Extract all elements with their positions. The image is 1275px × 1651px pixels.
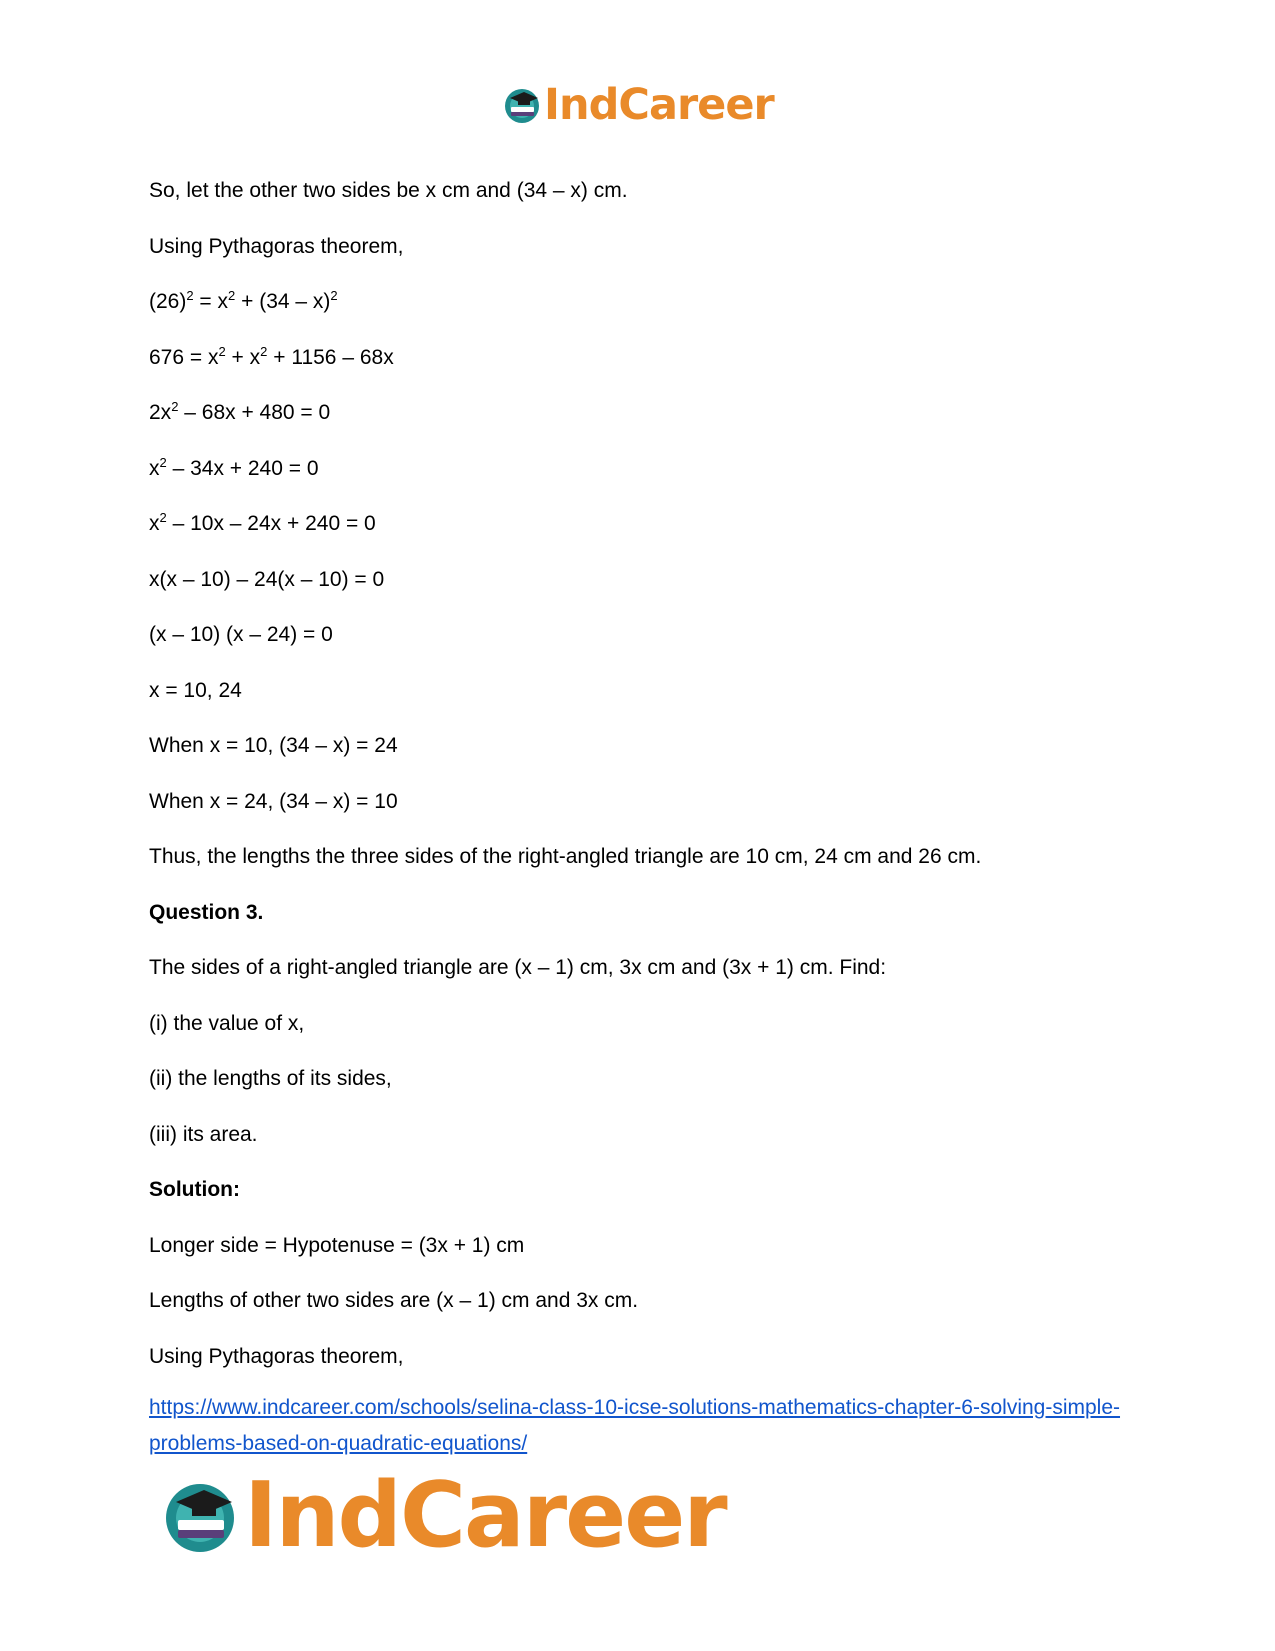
text-line: Thus, the lengths the three sides of the right-angled triangle are 10 cm, 24 cm and 26 cm. (149, 845, 982, 868)
text-line: Lengths of other two sides are (x – 1) cm and 3x cm. (149, 1289, 639, 1312)
text-line: Using Pythagoras theorem, (149, 234, 404, 258)
equation-line: (x – 10) (x – 24) = 0 (149, 623, 333, 646)
equation-line: $x^2 - 34x + 240 = 0$ (149, 454, 319, 480)
equation-line: x(x – 10) – 24(x – 10) = 0 (149, 567, 385, 591)
source-link[interactable]: https://www.indcareer.com/schools/selina-class-10-icse-solutions-mathematics-chapter-6-solving-simple-problems-based-on-quadratic-equations/ (149, 1396, 1121, 1455)
source-link-block (149, 1390, 1129, 1462)
question-part: (i) the value of x, (149, 1011, 305, 1035)
equation-line: $x^2 - 10x - 24x + 240 = 0$ (149, 510, 376, 535)
graduation-book-icon (160, 1476, 240, 1556)
page-content (149, 173, 1129, 1462)
equation-line: $(26)^2 = x^2 + (34 - x)^2$ (149, 288, 338, 313)
solution-heading: Solution: (149, 1178, 240, 1201)
equation-line: $2x^2 - 68x + 480 = 0$ (149, 399, 331, 424)
question-text: The sides of a right-angled triangle are (x – 1) cm, 3x cm and (3x + 1) cm. Find: (149, 956, 887, 979)
question-part: (iii) its area. (149, 1122, 258, 1146)
text-line: So, let the other two sides be x cm and (34 – x) cm. (149, 179, 628, 202)
question-part: (ii) the lengths of its sides, (149, 1067, 392, 1090)
question-heading: Question 3. (149, 900, 264, 924)
equation-line: $676 = x^2 + x^2 + 1156 - 68x$ (149, 343, 394, 369)
text-line: Longer side = Hypotenuse = (3x + 1) cm (149, 1233, 525, 1257)
indcareer-logo-top (502, 80, 774, 130)
text-line: Using Pythagoras theorem, (149, 1344, 404, 1368)
text-line: When x = 24, (34 – x) = 10 (149, 789, 398, 813)
indcareer-logo-bottom (160, 1463, 726, 1568)
logo-wordmark: IndCareer (244, 1463, 726, 1568)
graduation-book-icon (502, 85, 542, 125)
logo-wordmark: IndCareer (544, 80, 774, 130)
equation-line: x = 10, 24 (149, 678, 242, 702)
text-line: When x = 10, (34 – x) = 24 (149, 734, 398, 757)
